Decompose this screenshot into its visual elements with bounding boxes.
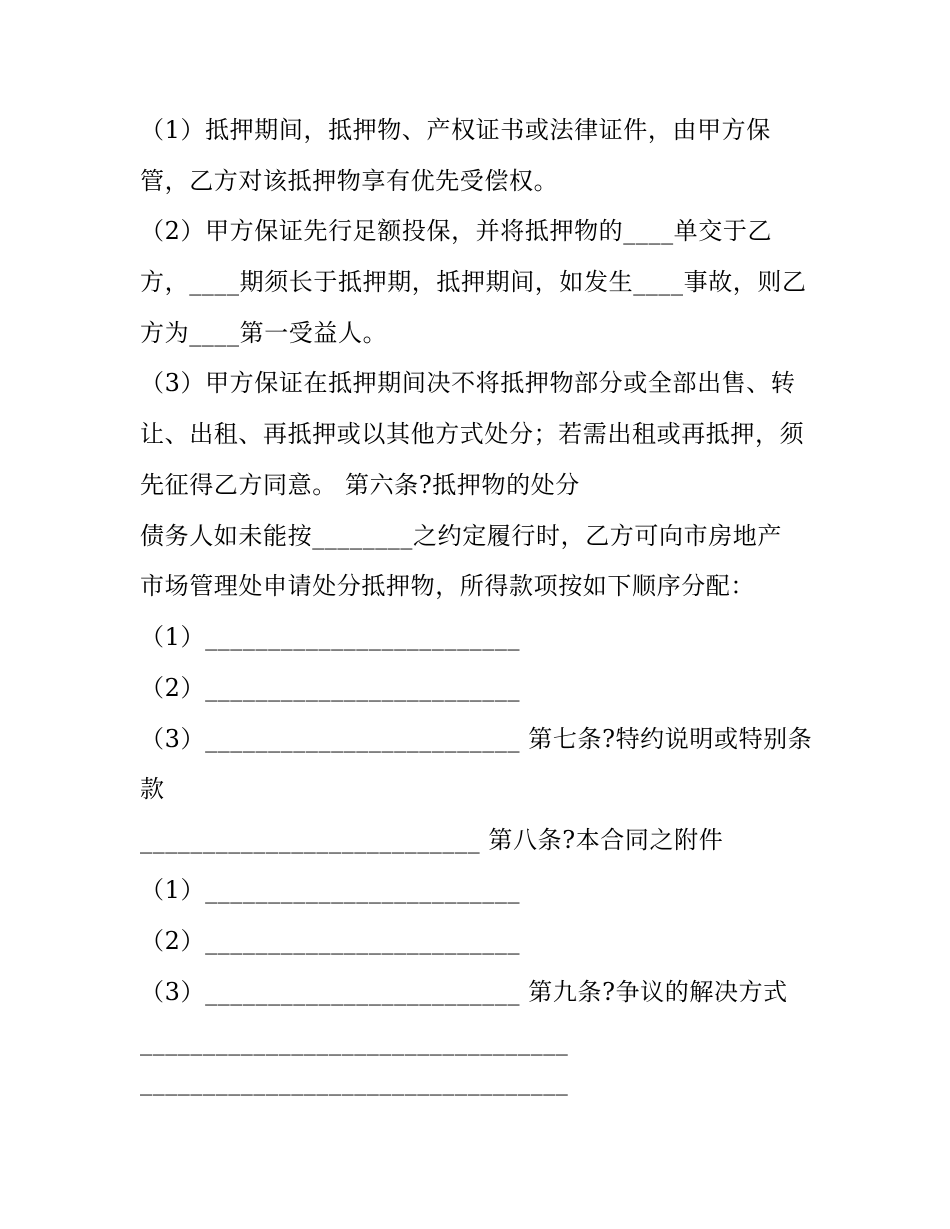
text-line: （2）甲方保证先行足额投保，并将抵押物的____单交于乙 <box>140 217 773 245</box>
text-line: 管，乙方对该抵押物享有优先受偿权。 <box>140 167 559 195</box>
text-line: 债务人如未能按________之约定履行时，乙方可向市房地产 <box>140 522 782 550</box>
text-line: （2）_________________________ <box>140 674 521 702</box>
text-line: 市场管理处申请处分抵押物，所得款项按如下顺序分配： <box>140 572 755 600</box>
text-line: 先征得乙方同意。 第六条?抵押物的处分 <box>140 471 580 499</box>
text-line: 款 <box>140 775 165 803</box>
text-line: 方，____期须长于抵押期，抵押期间，如发生____事故，则乙 <box>140 268 807 296</box>
text-line: 方为____第一受益人。 <box>140 319 388 347</box>
text-line: __________________________________ <box>140 1028 569 1056</box>
text-line: （1）抵押期间，抵押物、产权证书或法律证件，由甲方保 <box>140 116 771 144</box>
text-line: __________________________________ <box>140 1068 569 1096</box>
text-line: （1）_________________________ <box>140 623 521 651</box>
text-line: （2）_________________________ <box>140 927 521 955</box>
text-line: （3）甲方保证在抵押期间决不将抵押物部分或全部出售、转 <box>140 369 796 397</box>
text-line: （3）_________________________ 第七条?特约说明或特别条 <box>140 725 813 753</box>
text-line: 让、出租、再抵押或以其他方式处分；若需出租或再抵押，须 <box>140 420 805 448</box>
text-line: （1）_________________________ <box>140 876 521 904</box>
text-line: （3）_________________________ 第九条?争议的解决方式 <box>140 978 788 1006</box>
text-line: ___________________________ 第八条?本合同之附件 <box>140 826 724 854</box>
